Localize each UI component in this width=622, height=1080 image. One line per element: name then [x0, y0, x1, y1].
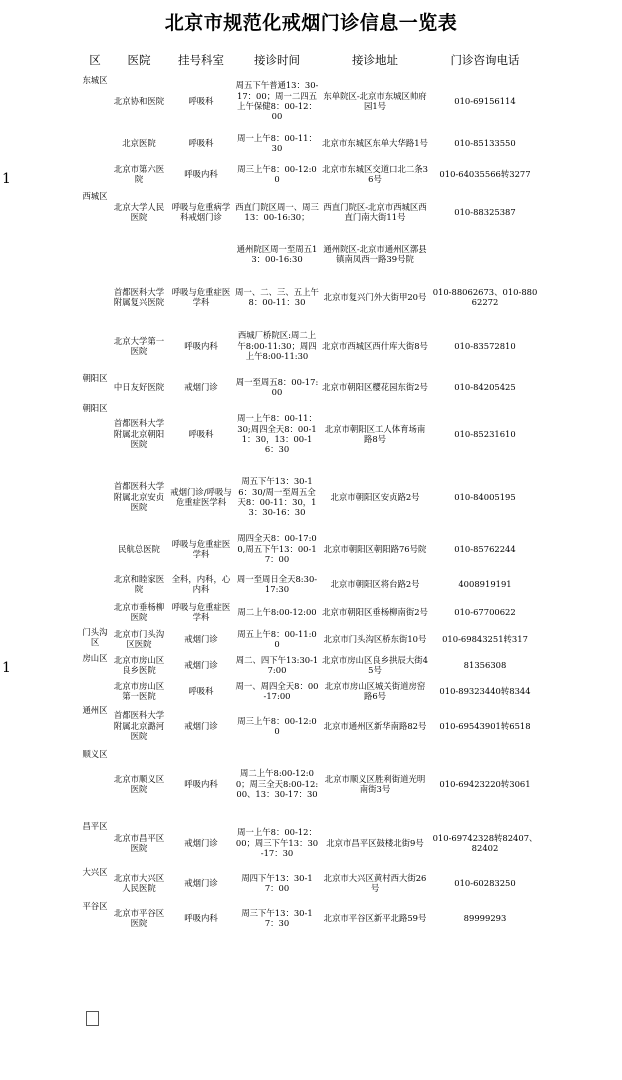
address-cell: 北京市朝阳区安贞路2号: [330, 491, 420, 502]
address-cell: 北京市东城区交道口北二条36号: [322, 163, 428, 184]
address-cell: 北京市复兴门外大街甲20号: [323, 291, 427, 302]
time-cell: 周五下午普通13：30-17：00；周一二四五上午保健8：00-12：00: [235, 80, 319, 122]
address-cell: 北京市门头沟区桥东街10号: [323, 633, 427, 644]
hospital-cell: 首都医科大学附属北京潞河医院: [113, 710, 165, 742]
clinic-table: [80, 46, 540, 936]
time-cell: 周四下午13：30-17：00: [241, 872, 313, 893]
department-cell: 呼吸内科: [184, 168, 218, 179]
table-row: [80, 274, 540, 320]
address-cell: 北京市东城区东单大华路1号: [322, 137, 428, 148]
district-cell: [80, 466, 110, 528]
table-row: [80, 466, 540, 528]
phone-cell: 010-67700622: [454, 606, 516, 617]
hospital-cell: 首都医科大学附属复兴医院: [113, 286, 165, 307]
phone-cell: 4008919191: [458, 578, 512, 589]
phone-cell: 010-69843251转317: [442, 633, 528, 644]
district-cell: 大兴区: [82, 867, 108, 877]
department-cell: 呼吸科: [188, 95, 214, 106]
hospital-cell: 北京和睦家医院: [113, 573, 165, 594]
department-cell: 戒烟门诊: [184, 633, 218, 644]
time-cell: 周二上午8:00-12:00；周三全天8:00-12:00、13：30-17：30: [235, 768, 319, 800]
phone-cell: 010-84205425: [454, 381, 516, 392]
address-cell: 北京市西城区西什库大街8号: [322, 340, 428, 351]
hospital-cell: 北京市门头沟区医院: [113, 628, 165, 649]
department-cell: 全科，内科，心内科: [171, 573, 231, 594]
district-cell: [80, 320, 110, 372]
hospital-cell: 北京大学第一医院: [113, 335, 165, 356]
hospital-cell: 民航总医院: [118, 543, 160, 554]
department-cell: 戒烟门诊: [184, 381, 218, 392]
hospital-cell: 北京市第六医院: [113, 163, 165, 184]
district-cell: 昌平区: [82, 821, 108, 831]
address-cell: 北京市房山区良乡拱辰大街45号: [322, 654, 428, 675]
address-cell: 北京市朝阳区将台路2号: [330, 578, 420, 589]
time-cell: 周五上午8：00-11:00: [237, 628, 317, 649]
table-row: [80, 900, 540, 936]
time-cell: 周二上午8:00-12:00: [237, 606, 317, 617]
address-cell: 北京市朝阳区垂杨柳南街2号: [322, 606, 428, 617]
phone-cell: 81356308: [463, 659, 507, 670]
hospital-cell: 北京大学人民医院: [113, 201, 165, 222]
address-cell: 北京市朝阳区樱花园东街2号: [322, 381, 428, 392]
department-cell: 呼吸与危重病学科戒烟门诊: [171, 201, 231, 222]
table-row: [80, 128, 540, 158]
department-cell: 戒烟门诊: [184, 837, 218, 848]
department-cell: 呼吸科: [188, 137, 214, 148]
time-cell: 周一上午8：00-11：30;周四全天8：00-11：30，13：00-16：30: [237, 413, 317, 455]
table-row: [80, 626, 540, 652]
department-cell: [168, 234, 234, 274]
time-cell: 西直门院区周一、周三13：00-16:30；: [235, 201, 319, 222]
phone-cell: 010-69543901转6518: [439, 720, 531, 731]
department-cell: 呼吸科: [188, 685, 214, 696]
time-cell: 周一上午8：00-12：00；周三下午13：30-17：30: [235, 827, 319, 859]
time-cell: 周四全天8：00-17:00,周五下午13：00-17：00: [237, 533, 317, 565]
phone-cell: 010-83572810: [454, 340, 516, 351]
phone-cell: [430, 234, 540, 274]
hospital-cell: 北京市顺义区医院: [113, 773, 165, 794]
district-cell: 房山区: [82, 653, 108, 663]
district-cell: [80, 678, 110, 704]
district-cell: 朝阳区: [82, 403, 108, 413]
side-page-mark: 1: [2, 171, 11, 187]
district-cell: 朝阳区: [82, 373, 108, 383]
table-header-row: [80, 46, 540, 74]
footer-checkbox-mark: [86, 1011, 99, 1026]
time-cell: 周一、周四全天8：00-17:00: [235, 680, 319, 701]
hospital-cell: 首都医科大学附属北京安贞医院: [113, 481, 165, 513]
district-cell: 顺义区: [82, 749, 108, 759]
table-row: [80, 652, 540, 678]
table-row: [80, 190, 540, 234]
table-body: [80, 74, 540, 936]
department-cell: 呼吸与危重症医学科: [171, 538, 231, 559]
time-cell: 周三上午8：00-12:00: [237, 715, 317, 736]
department-cell: 戒烟门诊: [184, 720, 218, 731]
phone-cell: 010-69423220转3061: [439, 778, 531, 789]
table-row: [80, 678, 540, 704]
time-cell: 周一至周五8：00-17:00: [235, 376, 319, 397]
district-cell: 东城区: [82, 75, 108, 85]
phone-cell: 010-85231610: [454, 428, 516, 439]
hospital-cell: 首都医科大学附属北京朝阳医院: [113, 418, 165, 450]
district-cell: [80, 528, 110, 570]
phone-cell: 010-88062673、010-88062272: [432, 286, 538, 307]
table-row: [80, 528, 540, 570]
district-cell: [80, 598, 110, 626]
table-row: [80, 402, 540, 466]
table-row: [80, 570, 540, 598]
table-row: [80, 820, 540, 866]
phone-cell: 89999293: [463, 912, 507, 923]
header-department: 挂号科室: [178, 52, 224, 67]
table-row: [80, 320, 540, 372]
district-cell: 西城区: [82, 191, 108, 201]
address-cell: 北京市顺义区胜利街道光明南街3号: [324, 773, 426, 794]
time-cell: 西城厂桥院区:周二上午8:00-11:30；周四上午8:00-11:30: [237, 330, 317, 362]
department-cell: 戒烟门诊/呼吸与危重症医学科: [170, 486, 232, 507]
district-cell: 平谷区: [82, 901, 108, 911]
time-cell: 周一至周日全天8:30-17:30: [236, 573, 318, 594]
address-cell: 通州院区-北京市通州区漷县镇南凤西一路39号院: [323, 243, 427, 264]
table-row: [80, 158, 540, 190]
hospital-cell: [110, 234, 168, 274]
time-cell: 周一上午8：00-11：30: [237, 132, 317, 153]
address-cell: 东单院区-北京市东城区帅府园1号: [323, 90, 427, 111]
department-cell: 呼吸科: [188, 428, 214, 439]
phone-cell: 010-85133550: [454, 137, 516, 148]
table-row: [80, 598, 540, 626]
address-cell: 北京市通州区新华南路82号: [323, 720, 427, 731]
district-cell: [80, 234, 110, 274]
hospital-cell: 北京市垂杨柳医院: [113, 601, 165, 622]
time-cell: 周二、四下午13:30-17:00: [235, 654, 319, 675]
hospital-cell: 北京市房山区良乡医院: [113, 654, 165, 675]
side-page-mark: 1: [2, 660, 11, 676]
phone-cell: 010-85762244: [454, 543, 516, 554]
hospital-cell: 北京市平谷区医院: [113, 907, 165, 928]
hospital-cell: 北京协和医院: [113, 95, 165, 106]
table-row: [80, 234, 540, 274]
department-cell: 呼吸内科: [184, 340, 218, 351]
address-cell: 北京市昌平区鼓楼北街9号: [326, 837, 424, 848]
address-cell: 北京市大兴区黄村西大街26号: [323, 872, 427, 893]
department-cell: 呼吸内科: [184, 912, 218, 923]
time-cell: 周三上午8：00-12:00: [237, 163, 317, 184]
department-cell: 戒烟门诊: [184, 877, 218, 888]
district-cell: [80, 570, 110, 598]
district-cell: [80, 158, 110, 190]
header-phone: 门诊咨询电话: [450, 52, 520, 67]
table-row: [80, 372, 540, 402]
district-cell: 门头沟区: [82, 627, 108, 648]
time-cell: 通州院区周一至周五13：00-16:30: [236, 243, 318, 264]
department-cell: 呼吸与危重症医学科: [171, 601, 231, 622]
phone-cell: 010-84005195: [454, 491, 516, 502]
phone-cell: 010-69156114: [454, 95, 516, 106]
time-cell: 周五下午13：30-16：30/周一至周五全天8：00-11：30，13：30-16：30: [237, 476, 317, 518]
hospital-cell: 北京市大兴区人民医院: [113, 872, 165, 893]
time-cell: 周一、二、三、五上午8：00-11：30: [235, 286, 319, 307]
address-cell: 北京市平谷区新平北路59号: [323, 912, 427, 923]
department-cell: 呼吸内科: [184, 778, 218, 789]
address-cell: 北京市朝阳区工人体育场南路8号: [324, 423, 426, 444]
table-row: [80, 748, 540, 820]
department-cell: 呼吸与危重症医学科: [171, 286, 231, 307]
phone-cell: 010-89323440转8344: [439, 685, 531, 696]
address-cell: 西直门院区-北京市西城区西直门南大街11号: [323, 201, 427, 222]
department-cell: 戒烟门诊: [184, 659, 218, 670]
hospital-cell: 中日友好医院: [113, 381, 165, 392]
district-cell: [80, 274, 110, 320]
hospital-cell: 北京市昌平区医院: [113, 832, 165, 853]
phone-cell: 010-64035566转3277: [439, 168, 531, 179]
address-cell: 北京市朝阳区朝阳路76号院: [323, 543, 427, 554]
table-row: [80, 74, 540, 128]
phone-cell: 010-60283250: [454, 877, 516, 888]
phone-cell: 010-88325387: [454, 206, 516, 217]
table-row: [80, 866, 540, 900]
district-cell: [80, 128, 110, 158]
header-time: 接诊时间: [254, 52, 300, 67]
header-hospital: 医院: [127, 52, 151, 67]
address-cell: 北京市房山区城关街道房窑路6号: [324, 680, 426, 701]
page-title: 北京市规范化戒烟门诊信息一览表: [164, 12, 458, 34]
phone-cell: 010-69742328转82407、82402: [432, 832, 538, 853]
header-district: 区: [89, 52, 101, 67]
hospital-cell: 北京市房山区第一医院: [113, 680, 165, 701]
table-row: [80, 704, 540, 748]
time-cell: 周三下午13：30-17：30: [241, 907, 313, 928]
district-cell: 通州区: [82, 705, 108, 715]
header-address: 接诊地址: [352, 52, 398, 67]
hospital-cell: 北京医院: [122, 137, 156, 148]
